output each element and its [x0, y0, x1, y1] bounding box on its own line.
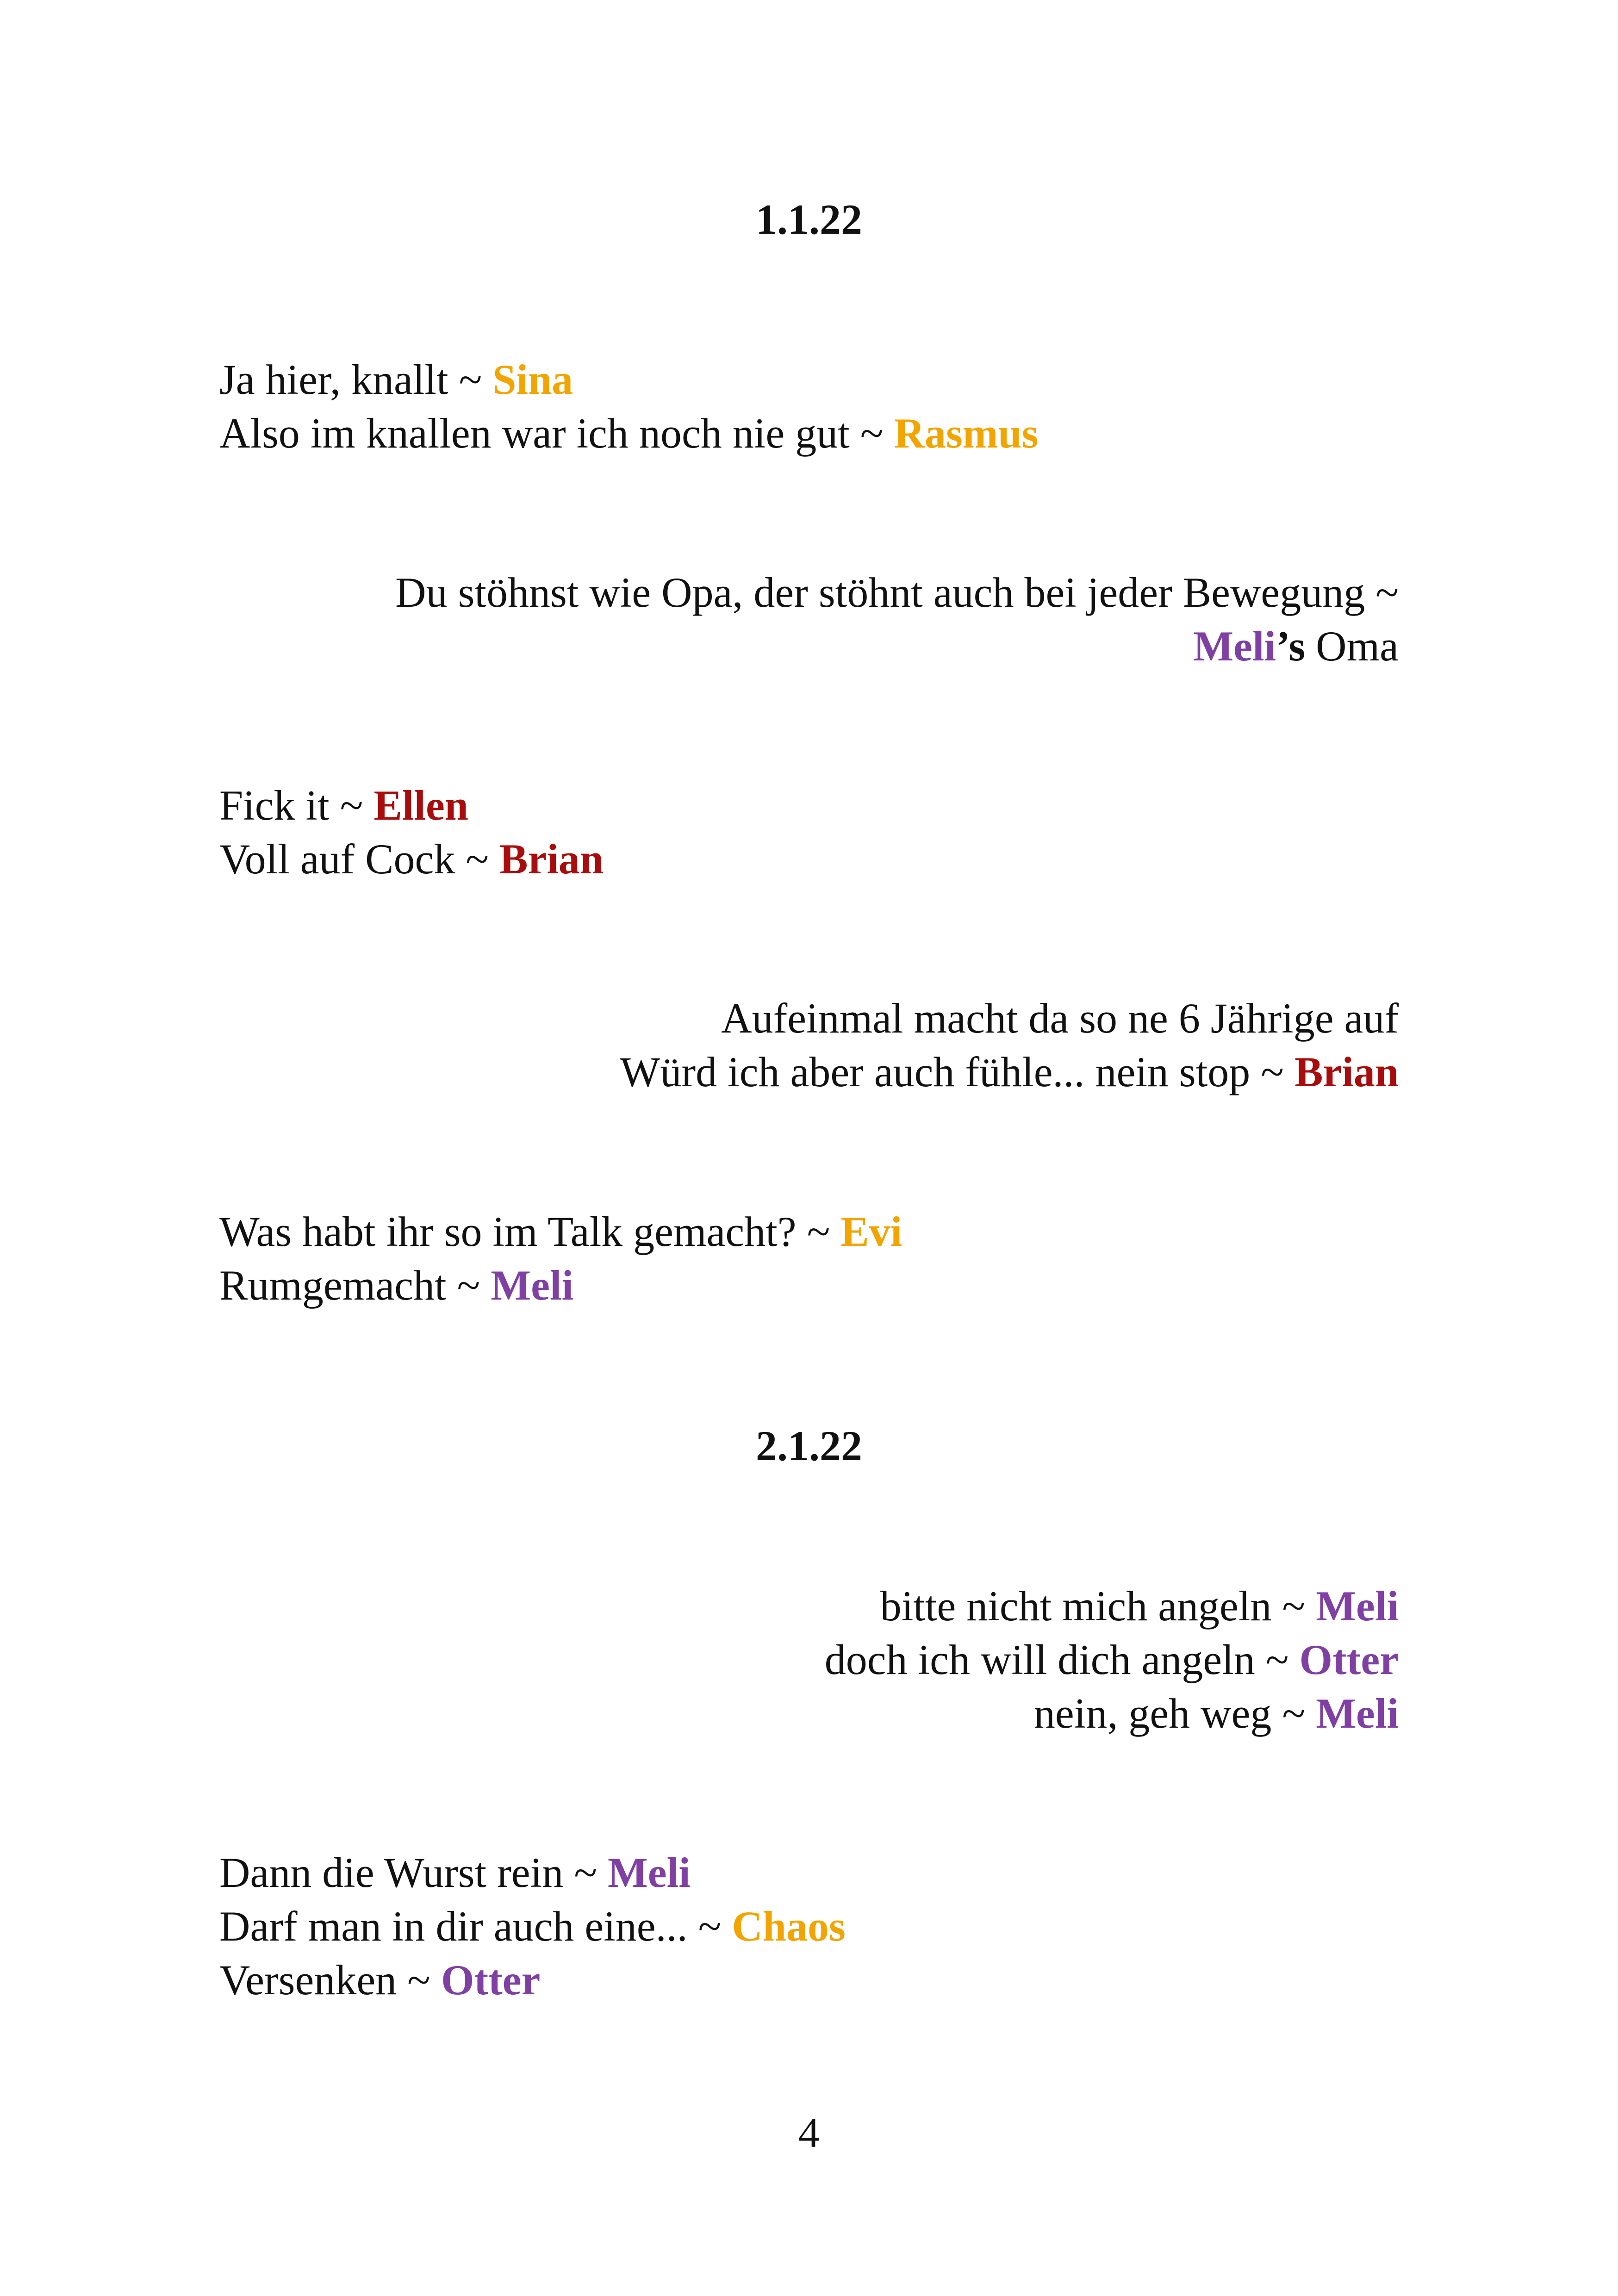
- quote-line: [219, 1899, 846, 1953]
- speaker-name: Otter: [441, 1956, 541, 2004]
- speaker-name: Meli: [491, 1262, 574, 1309]
- quote-text: nein, geh weg ~: [1033, 1690, 1316, 1737]
- quote-line: [219, 1953, 846, 2007]
- quote-line: [219, 778, 604, 832]
- speaker-name: Ellen: [373, 782, 468, 829]
- quote-text: Würd ich aber auch fühle... nein stop ~: [620, 1048, 1295, 1095]
- quote-text: Aufeinmal macht da so ne 6 Jährige auf: [721, 995, 1399, 1042]
- quote-line: [219, 406, 1038, 460]
- quote-line: [825, 1579, 1399, 1633]
- speaker-name: Rasmus: [894, 410, 1039, 457]
- quote-text: Ja hier, knallt ~: [219, 356, 493, 403]
- quote-text: Voll auf Cock ~: [219, 835, 500, 883]
- speaker-name: Meli: [607, 1849, 691, 1896]
- quote-block-7: [219, 1846, 846, 2007]
- date-heading-second: 2.1.22: [756, 1422, 862, 1469]
- quote-line: [825, 1633, 1399, 1686]
- quote-line: [395, 566, 1399, 619]
- quote-line: [620, 1045, 1399, 1099]
- quote-text: Dann die Wurst rein ~: [219, 1849, 608, 1896]
- quote-text: Was habt ihr so im Talk gemacht? ~: [219, 1208, 841, 1255]
- quote-line: [219, 353, 1038, 406]
- quote-text: Du stöhnst wie Opa, der stöhnt auch bei jeder Bewegung ~: [395, 569, 1399, 616]
- possessive-suffix: ’s: [1276, 622, 1306, 670]
- page-number: 4: [798, 2109, 820, 2156]
- quote-line: [395, 619, 1399, 673]
- quote-text: Fick it ~: [219, 782, 374, 829]
- speaker-name: Otter: [1299, 1636, 1399, 1683]
- speaker-name: Brian: [1294, 1048, 1399, 1095]
- speaker-name: Sina: [492, 356, 573, 403]
- speaker-name: Brian: [499, 835, 604, 883]
- quote-block-3: [219, 778, 604, 886]
- quote-line: [219, 1205, 902, 1258]
- speaker-name: Chaos: [732, 1903, 846, 1950]
- quote-line: [620, 991, 1399, 1045]
- quote-block-1: [219, 353, 1038, 460]
- speaker-name: Evi: [840, 1208, 902, 1255]
- speaker-name: Meli: [1193, 622, 1276, 670]
- quote-text: Oma: [1305, 622, 1399, 670]
- quote-line: [219, 1846, 846, 1899]
- quote-block-5: [219, 1205, 902, 1312]
- speaker-name: Meli: [1316, 1690, 1399, 1737]
- quote-block-4: [620, 991, 1399, 1099]
- quote-line: [219, 1258, 902, 1312]
- quote-text: doch ich will dich angeln ~: [824, 1636, 1300, 1683]
- quote-line: [825, 1686, 1399, 1740]
- quote-text: Rumgemacht ~: [219, 1262, 491, 1309]
- speaker-name: Meli: [1316, 1582, 1399, 1630]
- quote-text: Also im knallen war ich noch nie gut ~: [219, 410, 894, 457]
- quote-text: Darf man in dir auch eine... ~: [219, 1903, 732, 1950]
- quote-text: bitte nicht mich angeln ~: [880, 1582, 1316, 1630]
- date-heading-first: 1.1.22: [756, 196, 862, 243]
- quote-block-2: [395, 566, 1399, 673]
- quote-text: Versenken ~: [219, 1956, 441, 2004]
- quote-line: [219, 832, 604, 886]
- quote-block-6: [825, 1579, 1399, 1740]
